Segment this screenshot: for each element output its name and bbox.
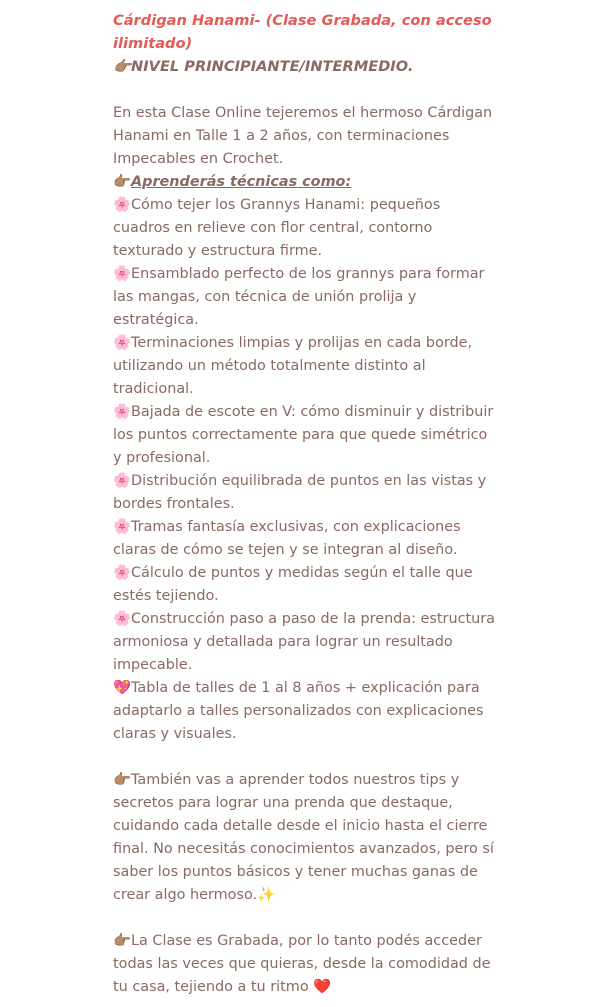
- course-level-text: NIVEL PRINCIPIANTE/INTERMEDIO.: [131, 58, 414, 75]
- sizes-note-text: Tabla de talles de 1 al 8 años + explicación para adaptarlo a talles personalizados con explicaciones claras y visuales.: [113, 680, 484, 742]
- technique-text: Cómo tejer los Grannys Hanami: pequeños cuadros en relieve con flor central, contorno texturado y estructura firme.: [113, 197, 441, 259]
- intro-paragraph: En esta Clase Online tejeremos el hermoso Cárdigan Hanami en Talle 1 a 2 años, con terminaciones Impecables en Crochet.: [113, 105, 493, 167]
- sparkles-icon: ✨: [257, 887, 276, 903]
- tips-text: También vas a aprender todos nuestros tips y secretos para lograr una prenda que destaque, cuidando cada detalle desde el inicio hasta el cierre final. No necesitás conocimientos avanzados, pero sí saber los puntos básicos y tener muchas ganas de crear algo hermoso.: [113, 772, 494, 903]
- flower-icon: 🌸: [113, 266, 131, 282]
- techniques-heading-text: Aprenderás técnicas como:: [131, 174, 352, 190]
- spacer: [113, 907, 498, 930]
- pointing-hand-icon: 👉🏽: [113, 772, 131, 788]
- technique-item: [113, 401, 498, 470]
- flower-icon: 🌸: [113, 335, 131, 351]
- spacer: [113, 79, 498, 102]
- course-title: Cárdigan Hanami- (Clase Grabada, con acceso ilimitado): [113, 12, 492, 52]
- technique-item: [113, 516, 498, 562]
- technique-text: Construcción paso a paso de la prenda: estructura armoniosa y detallada para lograr un resultado impecable.: [113, 611, 496, 673]
- sizes-note: [113, 677, 498, 746]
- technique-item: [113, 194, 498, 263]
- recorded-paragraph: [113, 930, 498, 999]
- pointing-hand-icon: 👉🏽: [113, 58, 132, 75]
- sparkling-heart-icon: 💖: [113, 680, 131, 696]
- pointing-hand-icon: 👉🏽: [113, 933, 131, 949]
- technique-item: [113, 263, 498, 332]
- flower-icon: 🌸: [113, 519, 131, 535]
- flower-icon: 🌸: [113, 565, 131, 581]
- technique-item: [113, 608, 498, 677]
- flower-icon: 🌸: [113, 473, 131, 489]
- flower-icon: 🌸: [113, 611, 131, 627]
- technique-text: Distribución equilibrada de puntos en las vistas y bordes frontales.: [113, 473, 487, 512]
- technique-item: [113, 562, 498, 608]
- technique-text: Bajada de escote en V: cómo disminuir y distribuir los puntos correctamente para que quede simétrico y profesional.: [113, 404, 494, 466]
- course-description: [113, 10, 498, 999]
- spacer: [113, 746, 498, 769]
- techniques-list: [113, 194, 498, 746]
- technique-item: [113, 470, 498, 516]
- technique-text: Ensamblado perfecto de los grannys para formar las mangas, con técnica de unión prolija y estratégica.: [113, 266, 485, 328]
- red-heart-icon: ❤️: [313, 979, 332, 995]
- pointing-hand-icon: 👉🏽: [113, 174, 131, 190]
- course-level: [113, 55, 498, 79]
- tips-paragraph: [113, 769, 498, 907]
- flower-icon: 🌸: [113, 404, 131, 420]
- technique-text: Terminaciones limpias y prolijas en cada borde, utilizando un método totalmente distinto al tradicional.: [113, 335, 473, 397]
- technique-text: Tramas fantasía exclusivas, con explicaciones claras de cómo se tejen y se integran al diseño.: [113, 519, 461, 558]
- techniques-heading: [113, 171, 498, 194]
- technique-text: Cálculo de puntos y medidas según el talle que estés tejiendo.: [113, 565, 473, 604]
- technique-item: [113, 332, 498, 401]
- recorded-text: La Clase es Grabada, por lo tanto podés acceder todas las veces que quieras, desde la comodidad de tu casa, tejiendo a tu ritmo: [113, 933, 491, 995]
- flower-icon: 🌸: [113, 197, 131, 213]
